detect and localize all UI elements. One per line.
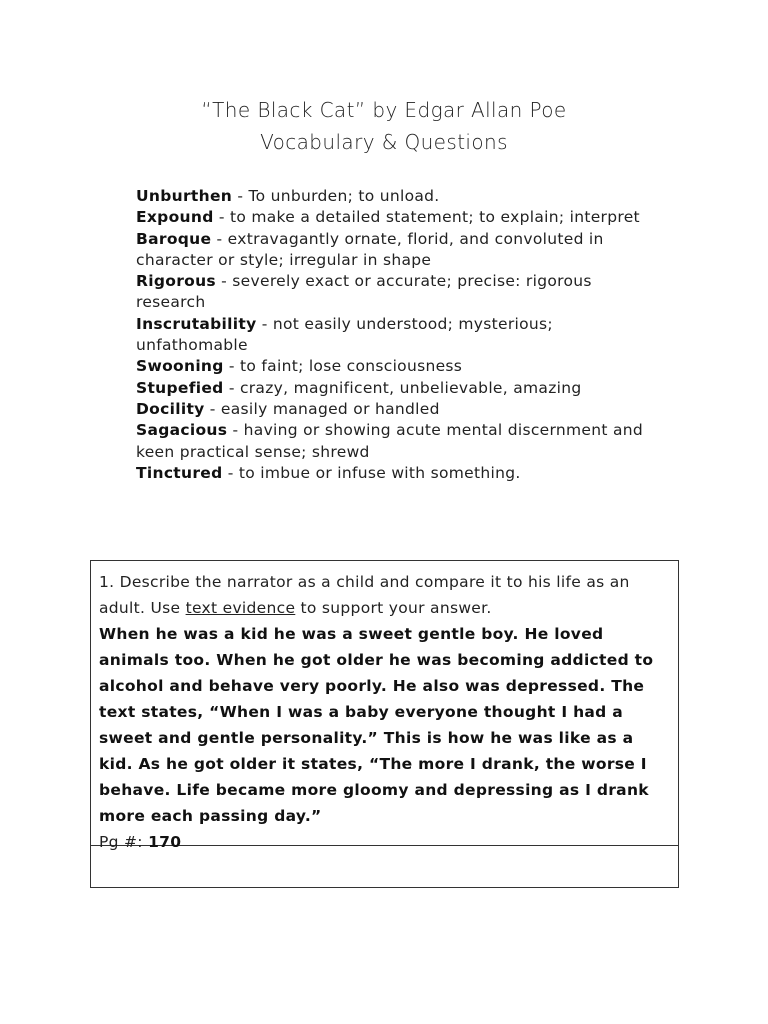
vocab-definition: - to make a detailed statement; to explain; interpret (213, 208, 640, 227)
question-prefix: 1. Describe the narrator as a child and compare it to his life as an adult. Use (99, 573, 630, 617)
vocab-term: Sagacious (136, 421, 228, 440)
vocab-entry (136, 356, 660, 377)
vocab-definition: - not easily understood; mysterious; unfathomable (136, 314, 553, 355)
question-underlined: text evidence (185, 599, 296, 617)
vocab-term: Unburthen (136, 187, 233, 205)
vocab-term: Stupefied (136, 378, 224, 397)
vocab-term: Tinctured (136, 463, 223, 482)
vocab-definition: - extravagantly ornate, florid, and convoluted in character or style; irregular in shape (136, 229, 604, 269)
vocab-term: Swooning (136, 357, 224, 376)
vocab-entry (136, 229, 660, 272)
vocab-term: Rigorous (136, 272, 216, 291)
answer-text: When he was a kid he was a sweet gentle boy. He loved animals too. When he got older he was becoming addicted to alcohol and behave very poorly. He also was depressed. The text states, “When I was a baby everyone thought I had a sweet and gentle personality.” This is how he was like as a kid. As he got older it states, “The more I drank, the worse I behave. Life became more gloomy and depressing as I drank more each passing day.” (99, 625, 654, 825)
question-answer-cell (91, 561, 678, 851)
document-title (0, 94, 768, 158)
vocab-entry (136, 314, 660, 357)
vocab-entry (136, 420, 660, 463)
vocab-term: Docility (136, 399, 205, 418)
vocab-definition: - having or showing acute mental discernment and keen practical sense; shrewd (136, 421, 644, 461)
vocab-entry (136, 399, 660, 420)
vocab-definition: - severely exact or accurate; precise: rigorous research (136, 272, 592, 312)
vocab-definition: - crazy, magnificent, unbelievable, amazing (223, 378, 582, 397)
title-line-2: Vocabulary & Questions (260, 130, 508, 154)
vocab-term: Inscrutability (136, 314, 257, 333)
page-ref-value: 170 (148, 833, 182, 851)
question-suffix: to support your answer. (295, 599, 492, 617)
page-ref-label: Pg #: (99, 833, 149, 851)
vocabulary-list (136, 186, 660, 484)
question-answer-table (90, 560, 679, 888)
title-line-1: “The Black Cat” by Edgar Allan Poe (201, 98, 567, 122)
vocab-definition: - to imbue or infuse with something. (222, 463, 521, 482)
vocab-definition: - to faint; lose consciousness (223, 357, 463, 376)
vocab-entry (136, 207, 660, 228)
vocab-definition: - To unburden; to unload. (232, 187, 440, 205)
question-text (99, 569, 670, 621)
vocab-entry (136, 271, 660, 314)
vocab-entry (136, 378, 660, 399)
vocab-term: Expound (136, 208, 214, 227)
vocab-entry (136, 186, 660, 207)
vocab-term: Baroque (136, 229, 212, 248)
vocab-entry (136, 463, 660, 484)
vocab-definition: - easily managed or handled (204, 399, 440, 418)
